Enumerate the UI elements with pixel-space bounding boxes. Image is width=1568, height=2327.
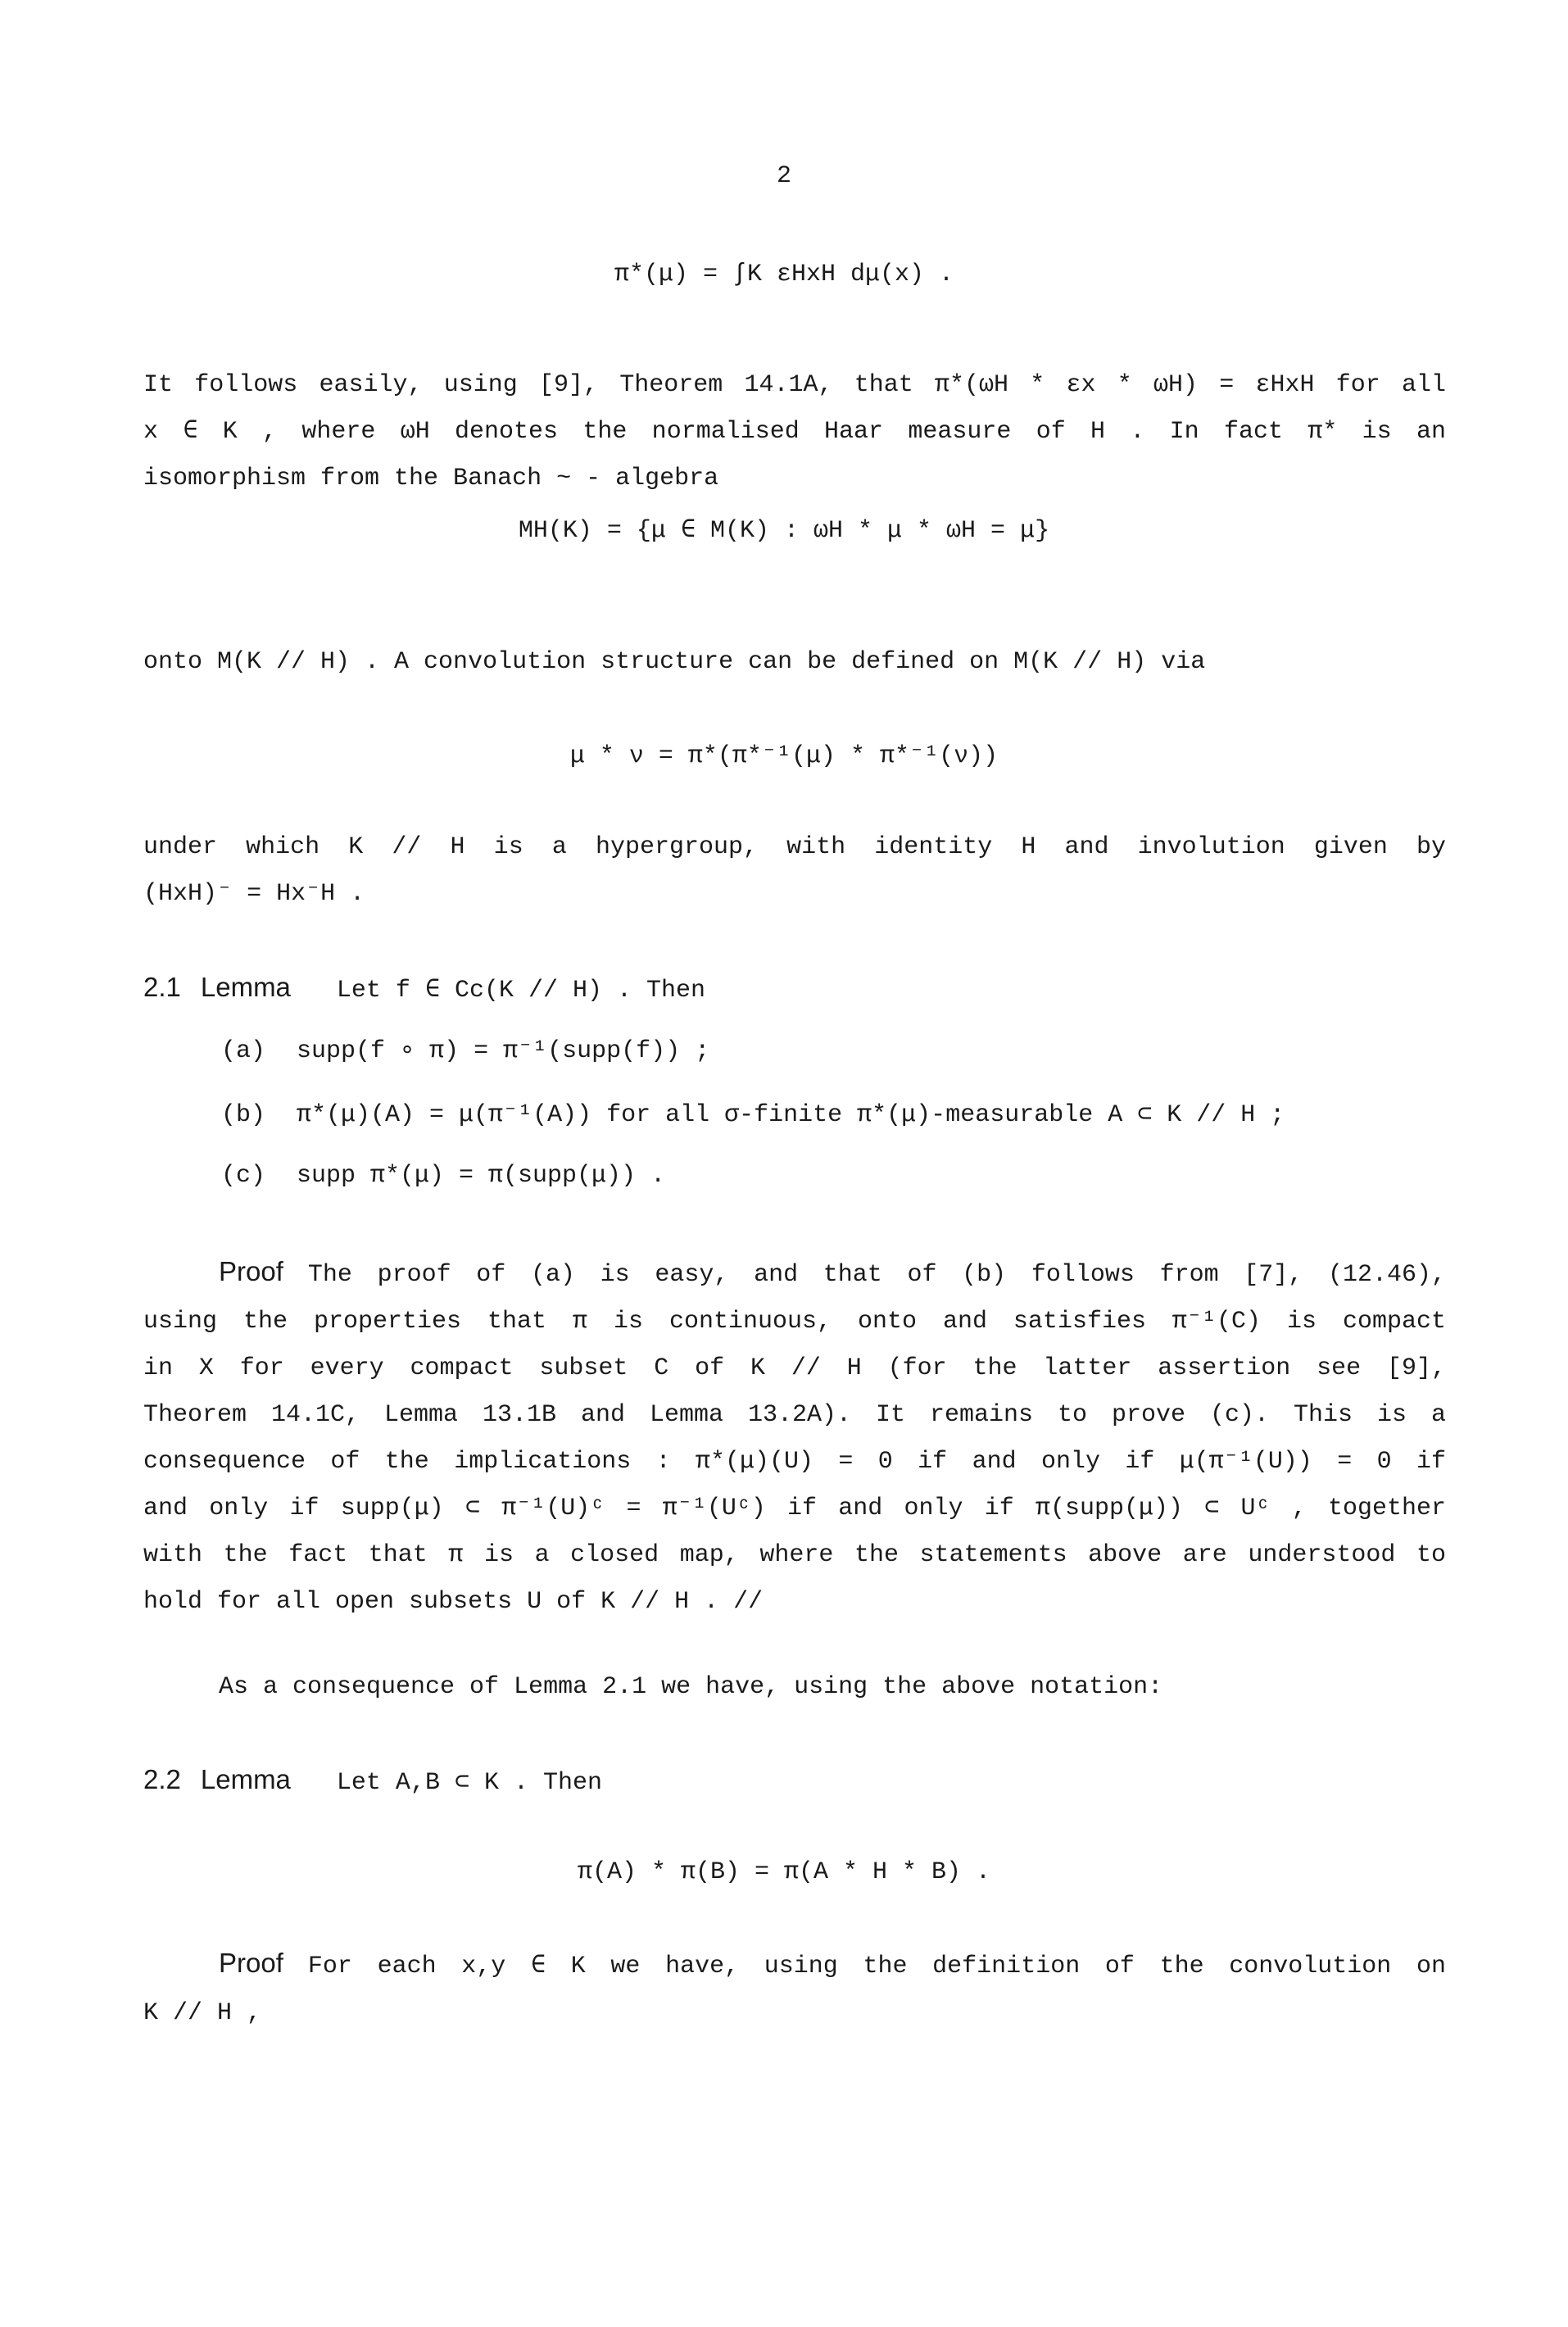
- lemma-statement: Let f ∈ Cc(K // H) . Then: [336, 977, 706, 1005]
- text-line: It follows easily, using [9], Theorem 14.1A, that π*(ωH * εx * ωH) = εHxH for all: [143, 371, 1446, 399]
- text-line: Theorem 14.1C, Lemma 13.1B and Lemma 13.2A). It remains to prove (c). This is a: [143, 1401, 1446, 1429]
- item-text: supp π*(μ) = π(supp(μ)) .: [297, 1162, 666, 1190]
- proof-2-2-paragraph: [143, 1939, 1446, 2037]
- text-line: onto M(K // H) . A convolution structure can be defined on M(K // H) via: [143, 648, 1206, 676]
- proof-label: Proof: [219, 1948, 283, 1978]
- lemma-2-2-heading: [143, 1764, 602, 1797]
- text-line: consequence of the implications : π*(μ)(U) = 0 if and only if μ(π⁻¹(U)) = 0 if: [143, 1448, 1446, 1476]
- text-line: under which K // H is a hypergroup, with identity H and involution given by: [143, 833, 1446, 861]
- proof-label: Proof: [219, 1256, 283, 1286]
- equation-pi-star: π*(μ) = ∫K εHxH dμ(x) .: [614, 261, 954, 288]
- text-line: (HxH)⁻ = Hx⁻H .: [143, 880, 365, 908]
- text-line: hold for all open subsets U of K // H . //: [143, 1588, 764, 1616]
- text-line: As a consequence of Lemma 2.1 we have, using the above notation:: [219, 1673, 1163, 1701]
- text-line: with the fact that π is a closed map, where the statements above are understood to: [143, 1541, 1446, 1569]
- lemma-2-1-heading: [143, 972, 705, 1005]
- proof-text: The proof of (a) is easy, and that of (b) follows from [7], (12.46),: [307, 1261, 1446, 1289]
- item-tag: (c): [221, 1162, 266, 1190]
- text-line: x ∈ K , where ωH denotes the normalised Haar measure of H . In fact π* is an: [143, 418, 1446, 446]
- text-line: using the properties that π is continuous, onto and satisfies π⁻¹(C) is compact: [143, 1308, 1446, 1336]
- item-tag: (a): [221, 1037, 266, 1065]
- onto-paragraph: [143, 639, 1446, 686]
- text-line: [143, 1248, 1446, 1299]
- consequence-paragraph: [143, 1664, 1446, 1711]
- proof-2-1-paragraph: [143, 1248, 1446, 1626]
- lemma-item-a: [221, 1035, 709, 1065]
- lemma-item-c: [221, 1162, 665, 1190]
- lemma-number: 2.1: [143, 972, 181, 1002]
- equation-mh: MH(K) = {μ ∈ M(K) : ωH * μ * ωH = μ}: [518, 517, 1050, 545]
- hypergroup-paragraph: [143, 824, 1446, 918]
- item-text: supp(f ∘ π) = π⁻¹(supp(f)) ;: [297, 1037, 710, 1065]
- lemma-label: Lemma: [200, 972, 291, 1002]
- lemma-number: 2.2: [143, 1764, 181, 1794]
- intro-paragraph: [143, 362, 1446, 502]
- equation-convolution: μ * ν = π*(π*⁻¹(μ) * π*⁻¹(ν)): [569, 742, 999, 770]
- page-number: 2: [776, 162, 791, 190]
- text-line: K // H ,: [143, 1999, 262, 2027]
- text-line: [143, 1939, 1446, 1990]
- lemma-item-b: [221, 1099, 1285, 1129]
- item-tag: (b): [221, 1101, 266, 1129]
- text-line: isomorphism from the Banach ~ - algebra: [143, 465, 719, 492]
- proof-text: For each x,y ∈ K we have, using the definition of the convolution on: [307, 1953, 1446, 1980]
- equation-lemma-2-2: π(A) * π(B) = π(A * H * B) .: [577, 1858, 991, 1886]
- text-line: in X for every compact subset C of K // H (for the latter assertion see [9],: [143, 1354, 1446, 1382]
- item-text: π*(μ)(A) = μ(π⁻¹(A)) for all σ-finite π*(μ)-measurable A ⊂ K // H ;: [297, 1101, 1285, 1129]
- text-line: and only if supp(μ) ⊂ π⁻¹(U)ᶜ = π⁻¹(Uᶜ) if and only if π(supp(μ)) ⊂ Uᶜ , together: [143, 1495, 1446, 1522]
- lemma-statement: Let A,B ⊂ K . Then: [336, 1769, 603, 1797]
- lemma-label: Lemma: [200, 1764, 291, 1794]
